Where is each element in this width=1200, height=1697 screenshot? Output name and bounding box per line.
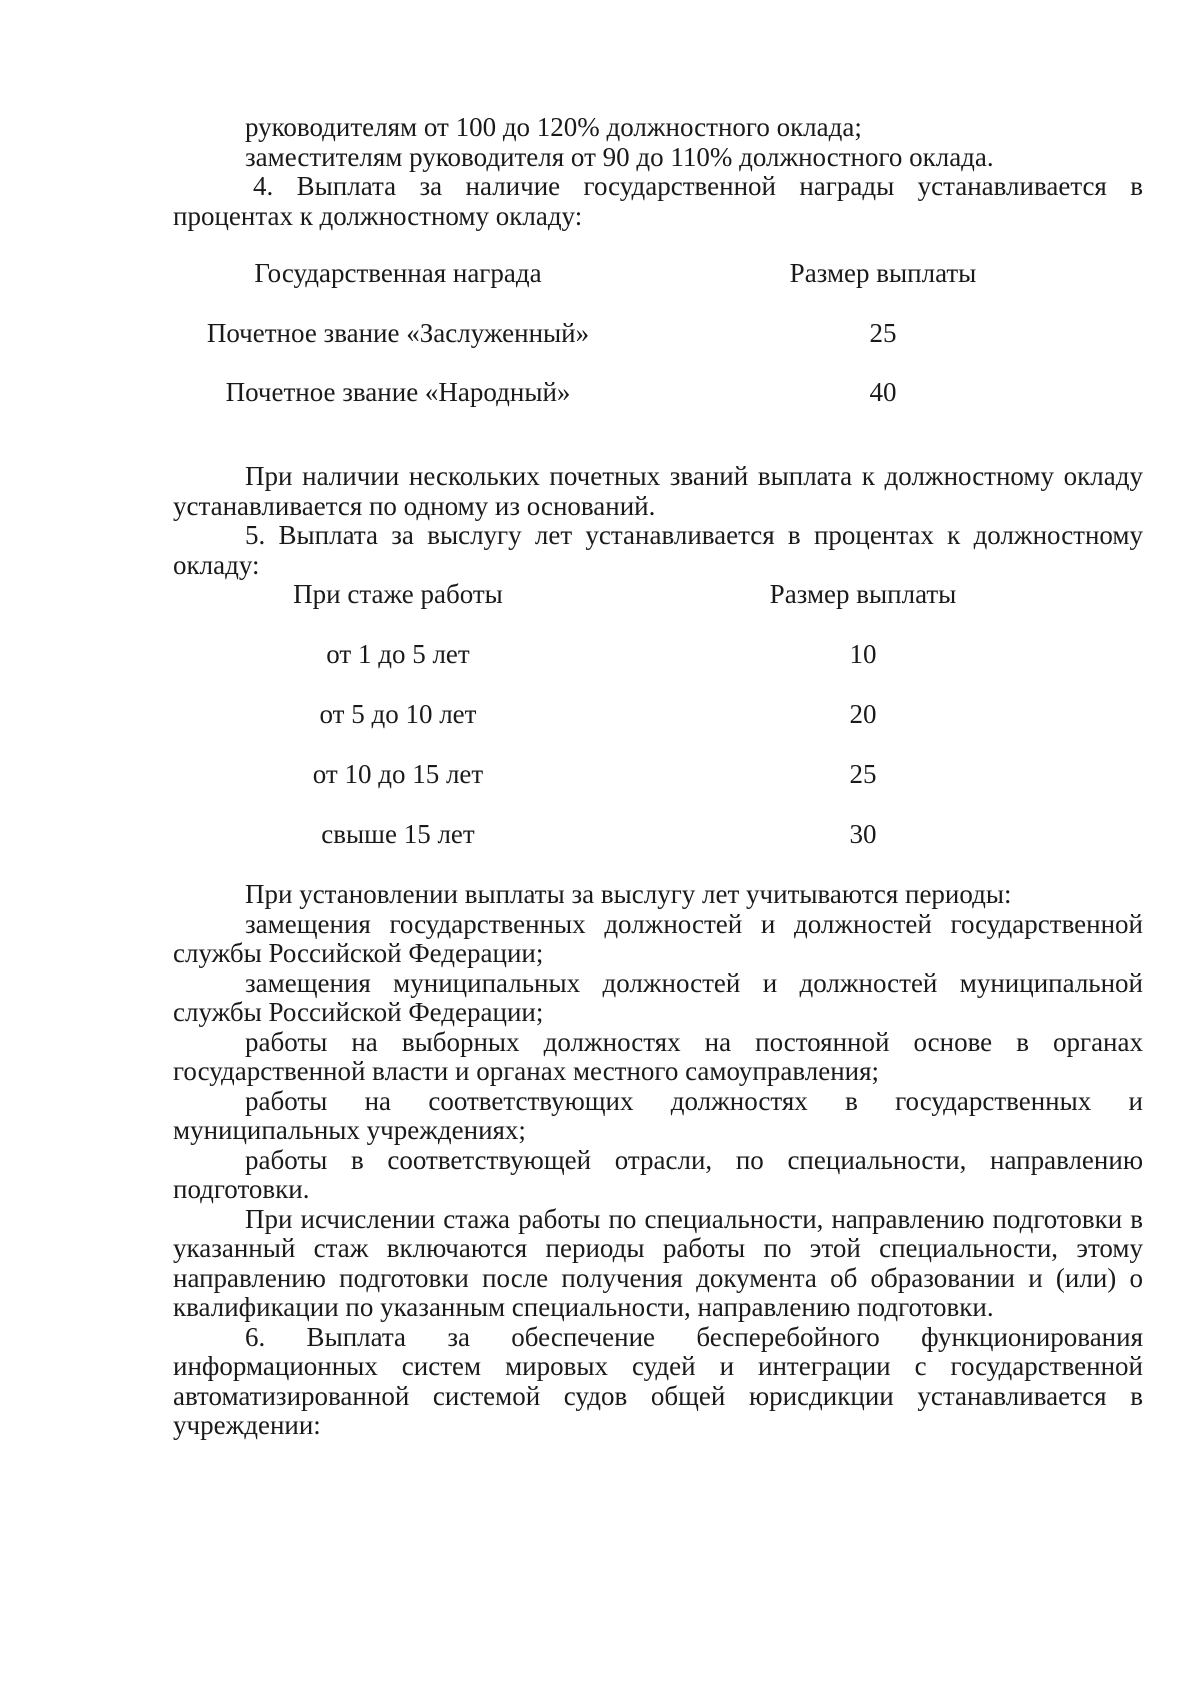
spacer [173, 408, 1143, 462]
paragraph-multiple-titles: При наличии нескольких почетных званий выплата к должностному окладу устанавливается по одному из оснований. [173, 461, 1143, 521]
paragraph-deputies-rate: заместителям руководителя от 90 до 110% должностного оклада. [245, 141, 994, 172]
seniority-row [173, 820, 1143, 850]
paragraph-period-state-service: замещения государственных должностей и должностей государственной службы Российской Федерации; [173, 908, 1143, 968]
paragraph-periods-intro: При установлении выплаты за выслугу лет учитываются периоды: [245, 879, 1012, 909]
awards-row-amount: 40 [869, 377, 897, 407]
seniority-table-header [173, 580, 1143, 640]
seniority-row-experience: от 10 до 15 лет [312, 759, 484, 789]
awards-row [173, 319, 1143, 378]
paragraph-heads-rate: руководителям от 100 до 120% должностного оклада; [245, 112, 862, 142]
seniority-row-amount: 10 [849, 639, 877, 669]
paragraph-item-4: 4. Выплата за наличие государственной награды устанавливается в процентах к должностному окладу: [173, 171, 1143, 231]
seniority-header-amount: Размер выплаты [769, 579, 957, 609]
seniority-row-amount: 25 [849, 759, 877, 789]
paragraph-period-municipal-service: замещения муниципальных должностей и должностей муниципальной службы Российской Федерации; [173, 967, 1143, 1027]
awards-header-amount: Размер выплаты [789, 258, 977, 288]
paragraph-specialty-calculation: При исчислении стажа работы по специальности, направлению подготовки в указанный стаж включаются периоды работы по этой специальности, этому направлению подготовки после получения документа об образовании и (или) о квалификации по указанным специальности, направлению подготовки. [173, 1203, 1143, 1322]
seniority-row-experience: свыше 15 лет [321, 819, 475, 849]
awards-header-award: Государственная награда [254, 258, 542, 288]
document-body [173, 113, 1143, 1441]
awards-row-award: Почетное звание «Народный» [225, 377, 571, 407]
paragraph-period-industry: работы в соответствующей отрасли, по специальности, направлению подготовки. [173, 1144, 1143, 1204]
paragraph-period-institutions: работы на соответствующих должностях в государственных и муниципальных учреждениях; [173, 1085, 1143, 1145]
seniority-row-amount: 20 [849, 699, 877, 729]
paragraph-item-5: 5. Выплата за выслугу лет устанавливается в процентах к должностному окладу: [173, 520, 1143, 580]
seniority-row [173, 640, 1143, 700]
seniority-row-experience: от 1 до 5 лет [326, 639, 470, 669]
seniority-row [173, 700, 1143, 760]
spacer [173, 850, 1143, 880]
awards-row [173, 378, 1143, 408]
seniority-row-experience: от 5 до 10 лет [319, 699, 477, 729]
paragraph-period-elected-positions: работы на выборных должностях на постоянной основе в органах государственной власти и органах местного самоуправления; [173, 1026, 1143, 1086]
seniority-row [173, 760, 1143, 820]
awards-row-award: Почетное звание «Заслуженный» [206, 318, 590, 348]
awards-table-header [173, 259, 1143, 319]
seniority-row-amount: 30 [849, 819, 877, 849]
awards-table [173, 259, 1143, 408]
paragraph-item-6: 6. Выплата за обеспечение бесперебойного функционирования информационных систем мировых судей и интеграции с государственной автоматизированной системой судов общей юрисдикции устанавливается в учреждении: [173, 1321, 1143, 1440]
seniority-header-experience: При стаже работы [293, 579, 503, 609]
seniority-table [173, 580, 1143, 850]
awards-row-amount: 25 [869, 318, 897, 348]
